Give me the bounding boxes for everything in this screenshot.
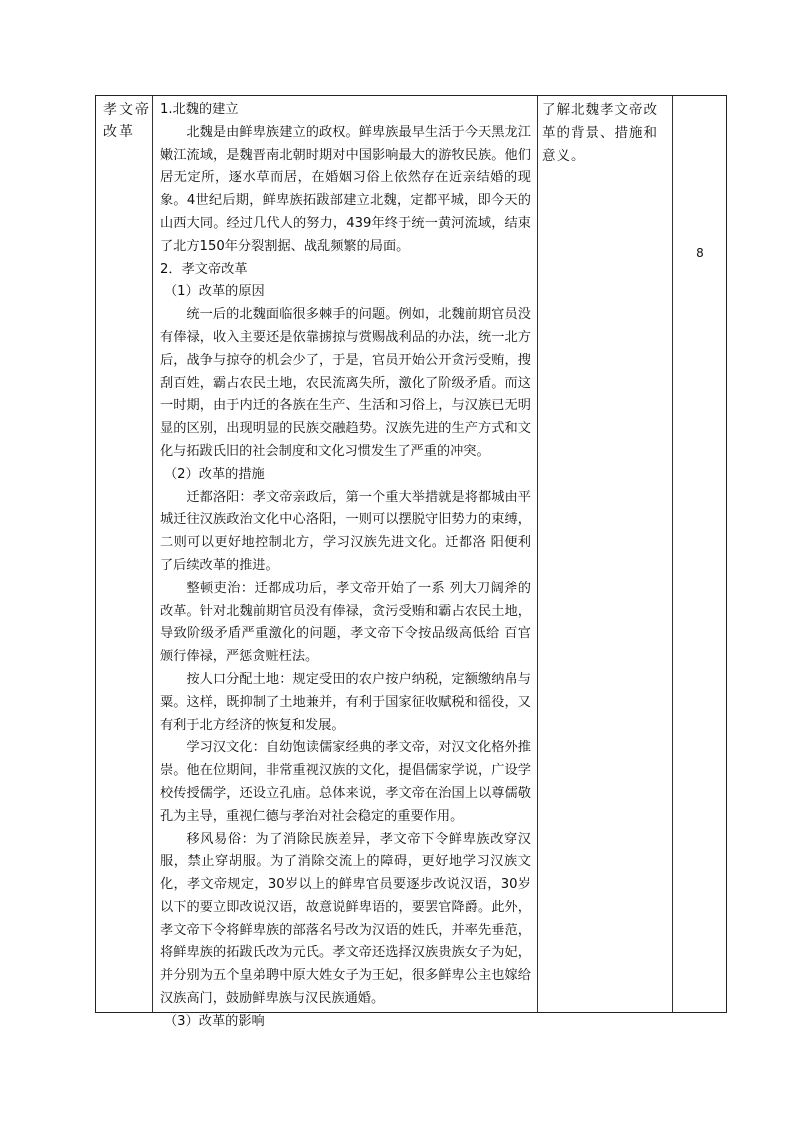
time-cell: 8: [696, 246, 704, 260]
topic-cell: 孝文帝改革: [103, 102, 151, 140]
section-2-title: 2．孝文帝改革: [160, 261, 248, 277]
measure-paragraph-capital: 迁都洛阳：孝文帝亲政后，第一个重大举措就是将都城由平城迁往汉族政治文化中心洛阳，一则可以摆脱守旧势力的束缚，二则可以更好地控制北方，学习汉族先进文化。迁都洛 阳便利了后续改革的推进。: [160, 489, 531, 573]
content-cell: [152, 96, 537, 1034]
column-divider: [537, 96, 538, 1012]
section-1-paragraph: 北魏是由鲜卑族建立的政权。鲜卑族最早生活于今天黑龙江嫩江流域，是魏晋南北朝时期对中国影响最大的游牧民族。他们居无定所，逐水草而居，在婚姻习俗上依然存在近亲结婚的现象。4世纪后期，鲜卑族拓跋部建立北魏，定都平城，即今天的山西大同。经过几代人的努力，439年终于统一黄河流域，结束了北方150年分裂割据、战乱频繁的局面。: [160, 124, 531, 254]
section-1-title: 1.北魏的建立: [160, 102, 239, 117]
measure-paragraph-officials: 整顿吏治：迁都成功后，孝文帝开始了一系 列大刀阔斧的改革。针对北魏前期官员没有俸禄，贪污受贿和霸占农民土地，导致阶级矛盾严重激化的问题，孝文帝下令按品级高低给 百官颁行俸禄，严惩贪赃枉法。: [160, 580, 531, 665]
reasons-paragraph: 统一后的北魏面临很多棘手的问题。例如，北魏前期官员没有俸禄，收入主要还是依靠掳掠与赏赐战利品的办法，统一北方后，战争与掠夺的机会少了，于是，官员开始公开贪污受贿，搜刮百姓，霸占农民土地，农民流离失所，激化了阶级矛盾。而这一时期，由于内迁的各族在生产、生活和习俗上，与汉族已无明显的区别，出现明显的民族交融趋势。汉族先进的生产方式和文化与拓跋氏旧的社会制度和文化习惯发生了严重的冲突。: [160, 307, 531, 459]
measure-paragraph-customs: 移风易俗：为了消除民族差异，孝文帝下令鲜卑族改穿汉服，禁止穿胡服。为了消除交流上的障碍，更好地学习汉族文化，孝文帝规定，30岁以上的鲜卑官员要逐步改说汉语，30岁以下的要立即改说汉语，故意说鲜卑语的，要罢官降爵。此外，孝文帝下令将鲜卑族的部落名号改为汉语的姓氏，并率先垂范，将鲜卑族的拓跋氏改为元氏。孝文帝还选择汉族贵族女子为妃，并分别为五个皇弟聘中原大姓女子为王妃，很多鲜卑公主也嫁给汉族高门，鼓励鲜卑族与汉民族通婚。: [160, 831, 531, 1007]
subsection-reasons-title: （1）改革的原因: [164, 284, 265, 300]
column-divider: [672, 96, 673, 1012]
objective-cell: 了解北魏孝文帝改革的背景、措施和意义。: [542, 102, 658, 164]
subsection-impact-title: （3）改革的影响: [164, 1013, 265, 1029]
subsection-measures-title: （2）改革的措施: [164, 466, 265, 482]
measure-paragraph-land: 按人口分配土地：规定受田的农户按户纳税，定额缴纳帛与粟。这样，既抑制了土地兼并，有利于国家征收赋税和徭役，又有利于北方经济的恢复和发展。: [160, 671, 531, 733]
measure-paragraph-culture: 学习汉文化：自幼饱读儒家经典的孝文帝，对汉文化格外推崇。他在位期间，非常重视汉族的文化，提倡儒家学说，广设学校传授儒学，还设立孔庙。总体来说，孝文帝在治国上以尊儒敬孔为主导，重视仁德与孝治对社会稳定的重要作用。: [160, 740, 531, 824]
lesson-table: [95, 95, 727, 1029]
